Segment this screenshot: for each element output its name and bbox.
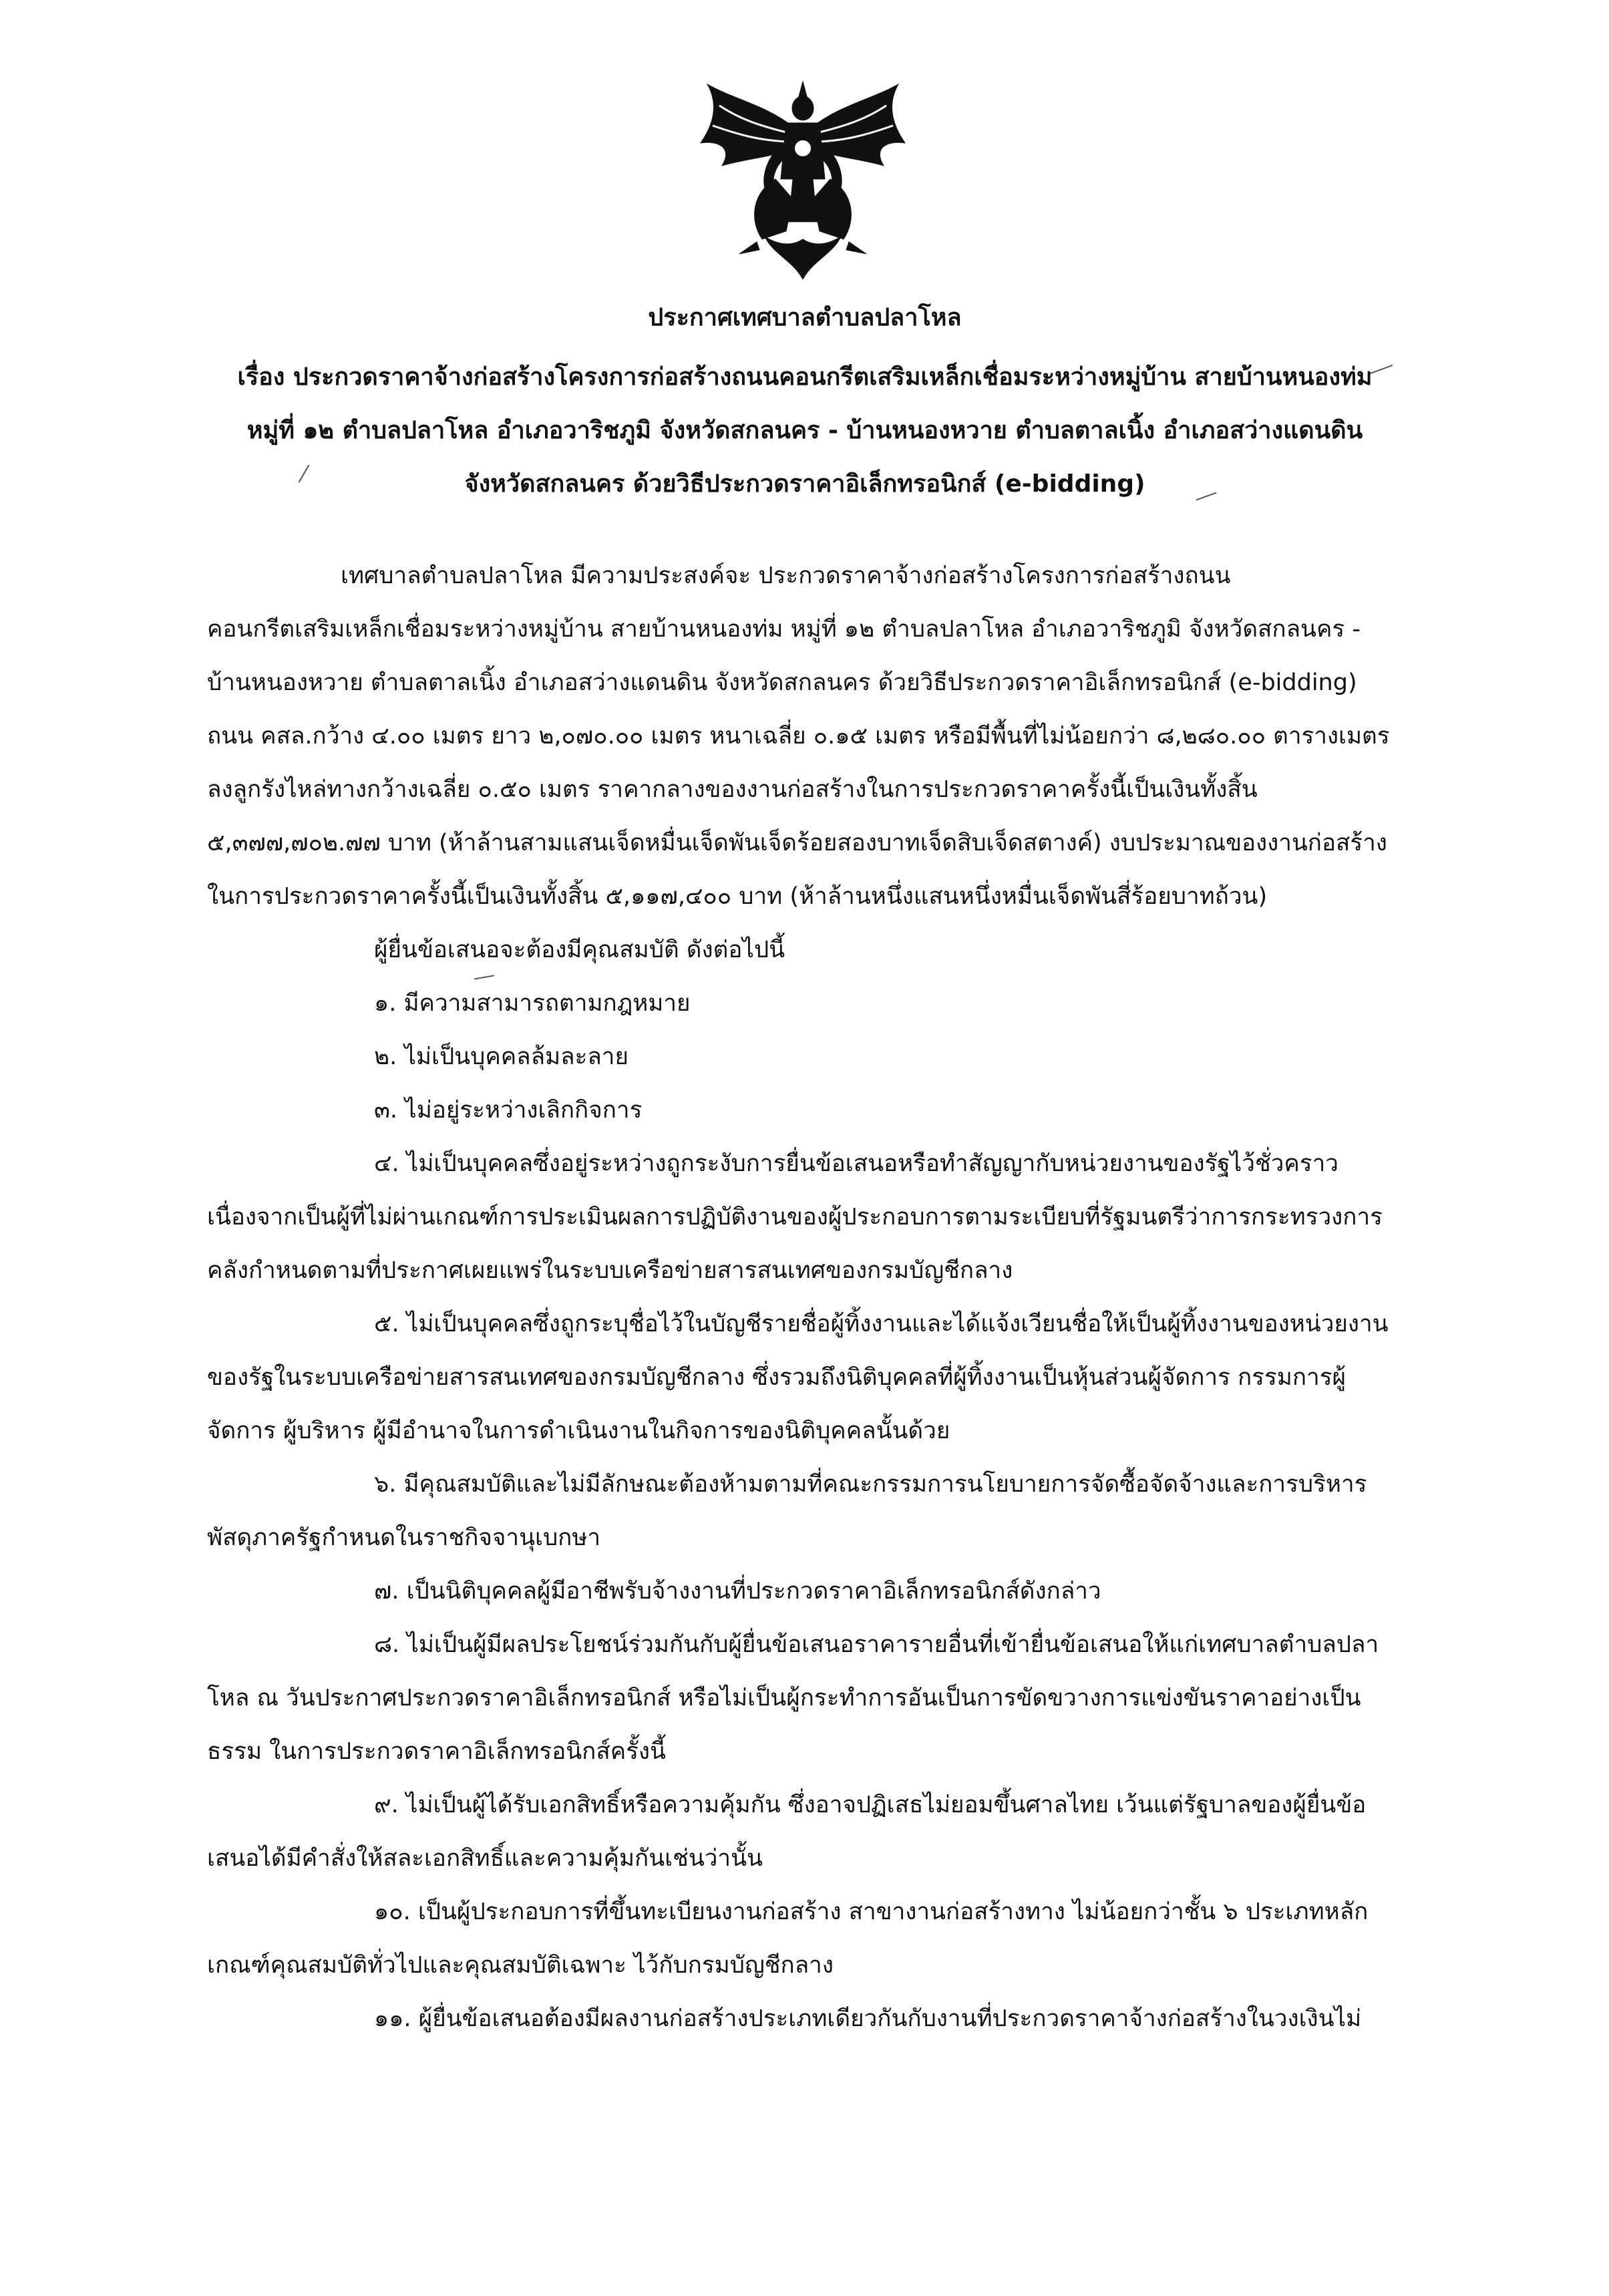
intro-paragraph: เทศบาลตำบลปลาโหล มีความประสงค์จะ ประกวดราคาจ้างก่อสร้างโครงการก่อสร้างถนนคอนกรีตเสริมเหล็กเชื่อมระหว่างหมู่บ้าน สายบ้านหนองท่ม หมู่ที่ ๑๒ ตำบลปลาโหล อำเภอวาริชภูมิ จังหวัดสกลนคร - บ้านหนองหวาย ตำบลตาลเนิ้ง อำเภอสว่างแดนดิน จังหวัดสกลนคร ด้วยวิธีประกวดราคาอิเล็กทรอนิกส์ (e-bidding) ถนน คสล.กว้าง ๔.๐๐ เมตร ยาว ๒,๐๗๐.๐๐ เมตร หนาเฉลี่ย ๐.๑๕ เมตร หรือมีพื้นที่ไม่น้อยกว่า ๘,๒๘๐.๐๐ ตารางเมตร ลงลูกรังไหล่ทางกว้างเฉลี่ย ๐.๕๐ เมตร ราคากลางของงานก่อสร้างในการประกวดราคาครั้งนี้เป็นเงินทั้งสิ้น ๕,๓๗๗,๗๐๒.๗๗ บาท (ห้าล้านสามแสนเจ็ดหมื่นเจ็ดพันเจ็ดร้อยสองบาทเจ็ดสิบเจ็ดสตางค์) งบประมาณของงานก่อสร้างในการประกวดราคาครั้งนี้เป็นเงินทั้งสิ้น ๕,๑๑๗,๔๐๐ บาท (ห้าล้านหนึ่งแสนหนึ่งหมื่นเจ็ดพันสี่ร้อยบาทถ้วน) (207, 562, 1390, 910)
subject-line: หมู่ที่ ๑๒ ตำบลปลาโหล อำเภอวาริชภูมิ จังหวัดสกลนคร - บ้านหนองหวาย ตำบลตาลเนิ้ง อำเภอสว่างแดนดิน (246, 417, 1363, 444)
condition-item: ๒. ไม่เป็นบุคคลล้มละลาย (374, 1043, 629, 1070)
subject-block (194, 351, 1416, 511)
condition-item: ๑๐. เป็นผู้ประกอบการที่ขึ้นทะเบียนงานก่อสร้าง สาขางานก่อสร้างทาง ไม่น้อยกว่าชั้น ๖ ประเภทหลักเกณฑ์คุณสมบัติทั่วไปและคุณสมบัติเฉพาะ ไว้กับกรมบัญชีกลาง (207, 1899, 1369, 1979)
page-title: ประกาศเทศบาลตำบลปลาโหล (648, 304, 962, 331)
garuda-emblem (693, 79, 913, 286)
condition-item: ๙. ไม่เป็นผู้ได้รับเอกสิทธิ์หรือความคุ้มกัน ซึ่งอาจปฏิเสธไม่ยอมขึ้นศาลไทย เว้นแต่รัฐบาลของผู้ยื่นข้อเสนอได้มีคำสั่งให้สละเอกสิทธิ์และความคุ้มกันเช่นว่านั้น (207, 1792, 1367, 1872)
subject-line: จังหวัดสกลนคร ด้วยวิธีประกวดราคาอิเล็กทรอนิกส์ (e-bidding) (464, 470, 1145, 498)
condition-item: ๘. ไม่เป็นผู้มีผลประโยชน์ร่วมกันกับผู้ยื่นข้อเสนอราคารายอื่นที่เข้ายื่นข้อเสนอให้แก่เทศบาลตำบลปลาโหล ณ วันประกาศประกวดราคาอิเล็กทรอนิกส์ หรือไม่เป็นผู้กระทำการอันเป็นการขัดขวางการแข่งขันราคาอย่างเป็นธรรม ในการประกวดราคาอิเล็กทรอนิกส์ครั้งนี้ (207, 1631, 1379, 1765)
condition-item: ๑. มีความสามารถตามกฎหมาย (374, 990, 691, 1017)
condition-item: ๔. ไม่เป็นบุคคลซึ่งอยู่ระหว่างถูกระงับการยื่นข้อเสนอหรือทำสัญญากับหน่วยงานของรัฐไว้ชั่วคราว เนื่องจากเป็นผู้ที่ไม่ผ่านเกณฑ์การประเมินผลการปฏิบัติงานของผู้ประกอบการตามระเบียบที่รัฐมนตรีว่าการกระทรวงการคลังกำหนดตามที่ประกาศเผยแพร่ในระบบเครือข่ายสารสนเทศของกรมบัญชีกลาง (207, 1150, 1383, 1284)
condition-item: ๗. เป็นนิติบุคคลผู้มีอาชีพรับจ้างงานที่ประกวดราคาอิเล็กทรอนิกส์ดังกล่าว (374, 1578, 1101, 1605)
condition-item: ๕. ไม่เป็นบุคคลซึ่งถูกระบุชื่อไว้ในบัญชีรายชื่อผู้ทิ้งงานและได้แจ้งเวียนชื่อให้เป็นผู้ทิ้งงานของหน่วยงานของรัฐในระบบเครือข่ายสารสนเทศของกรมบัญชีกลาง ซึ่งรวมถึงนิติบุคคลที่ผู้ทิ้งงานเป็นหุ้นส่วนผู้จัดการ กรรมการผู้จัดการ ผู้บริหาร ผู้มีอำนาจในการดำเนินงานในกิจการของนิติบุคคลนั้นด้วย (207, 1311, 1389, 1444)
document-body (207, 549, 1403, 2045)
qualifications-heading: ผู้ยื่นข้อเสนอจะต้องมีคุณสมบัติ ดังต่อไปนี้ (374, 937, 785, 963)
subject-line: เรื่อง ประกวดราคาจ้างก่อสร้างโครงการก่อสร้างถนนคอนกรีตเสริมเหล็กเชื่อมระหว่างหมู่บ้าน สายบ้านหนองท่ม (237, 363, 1373, 391)
condition-item: ๖. มีคุณสมบัติและไม่มีลักษณะต้องห้ามตามที่คณะกรรมการนโยบายการจัดซื้อจัดจ้างและการบริหารพัสดุภาครัฐกำหนดในราชกิจจานุเบกษา (207, 1471, 1367, 1551)
condition-item: ๓. ไม่อยู่ระหว่างเลิกกิจการ (374, 1097, 643, 1124)
condition-item: ๑๑. ผู้ยื่นข้อเสนอต้องมีผลงานก่อสร้างประเภทเดียวกันกับงานที่ประกวดราคาจ้างก่อสร้างในวงเงินไม่ (374, 2005, 1362, 2032)
